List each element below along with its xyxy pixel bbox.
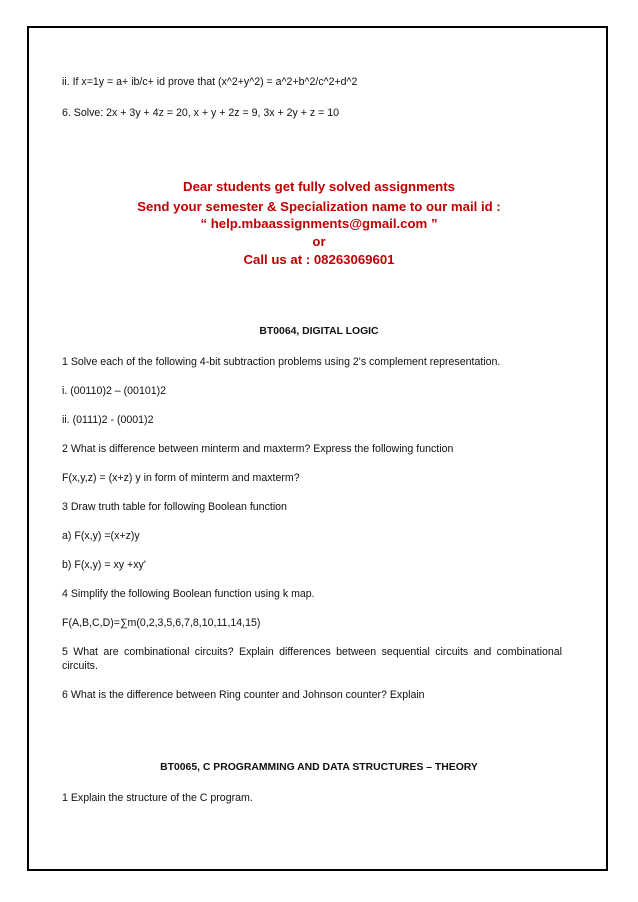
bt0065-line: 1 Explain the structure of the C program. xyxy=(62,792,253,804)
bt0064-line: b) F(x,y) = xy +xy' xyxy=(62,559,146,571)
bt0064-line: a) F(x,y) =(x+z)y xyxy=(62,530,140,542)
bt0064-line: 3 Draw truth table for following Boolean function xyxy=(62,501,287,513)
bt0064-line: F(A,B,C,D)=∑m(0,2,3,5,6,7,8,10,11,14,15) xyxy=(62,617,261,629)
bt0064-line: F(x,y,z) = (x+z) y in form of minterm and maxterm? xyxy=(62,472,300,484)
bt0064-line: 4 Simplify the following Boolean function using k map. xyxy=(62,588,315,600)
promo-phone: Call us at : 08263069601 xyxy=(243,252,395,267)
bt0064-line: ii. (0111)2 - (0001)2 xyxy=(62,414,154,426)
promo-line-1: Dear students get fully solved assignments xyxy=(183,179,455,194)
bt0064-line: 6 What is the difference between Ring counter and Johnson counter? Explain xyxy=(62,689,425,701)
question-6-text: 6. Solve: 2x + 3y + 4z = 20, x + y + 2z = 9, 3x + 2y + z = 10 xyxy=(62,107,340,119)
question-ii-text: ii. If x=1y = a+ ib/c+ id prove that (x^2+y^2) = a^2+b^2/c^2+d^2 xyxy=(62,76,358,88)
bt0064-line: i. (00110)2 – (00101)2 xyxy=(62,385,167,397)
bt0064-line: 5 What are combinational circuits? Explain differences between sequential circuits and combinational circuits. xyxy=(62,646,562,672)
bt0064-line: 1 Solve each of the following 4-bit subtraction problems using 2's complement representation. xyxy=(62,356,501,368)
promo-or: or xyxy=(312,234,326,249)
promo-line-2: Send your semester & Specialization name to our mail id : xyxy=(137,199,501,214)
bt0064-line: 2 What is difference between minterm and maxterm? Express the following function xyxy=(62,443,454,455)
section-title-bt0064: BT0064, DIGITAL LOGIC xyxy=(259,326,379,337)
section-title-bt0065: BT0065, C PROGRAMMING AND DATA STRUCTURES – THEORY xyxy=(160,762,478,773)
promo-email: “ help.mbaassignments@gmail.com ” xyxy=(200,216,438,231)
